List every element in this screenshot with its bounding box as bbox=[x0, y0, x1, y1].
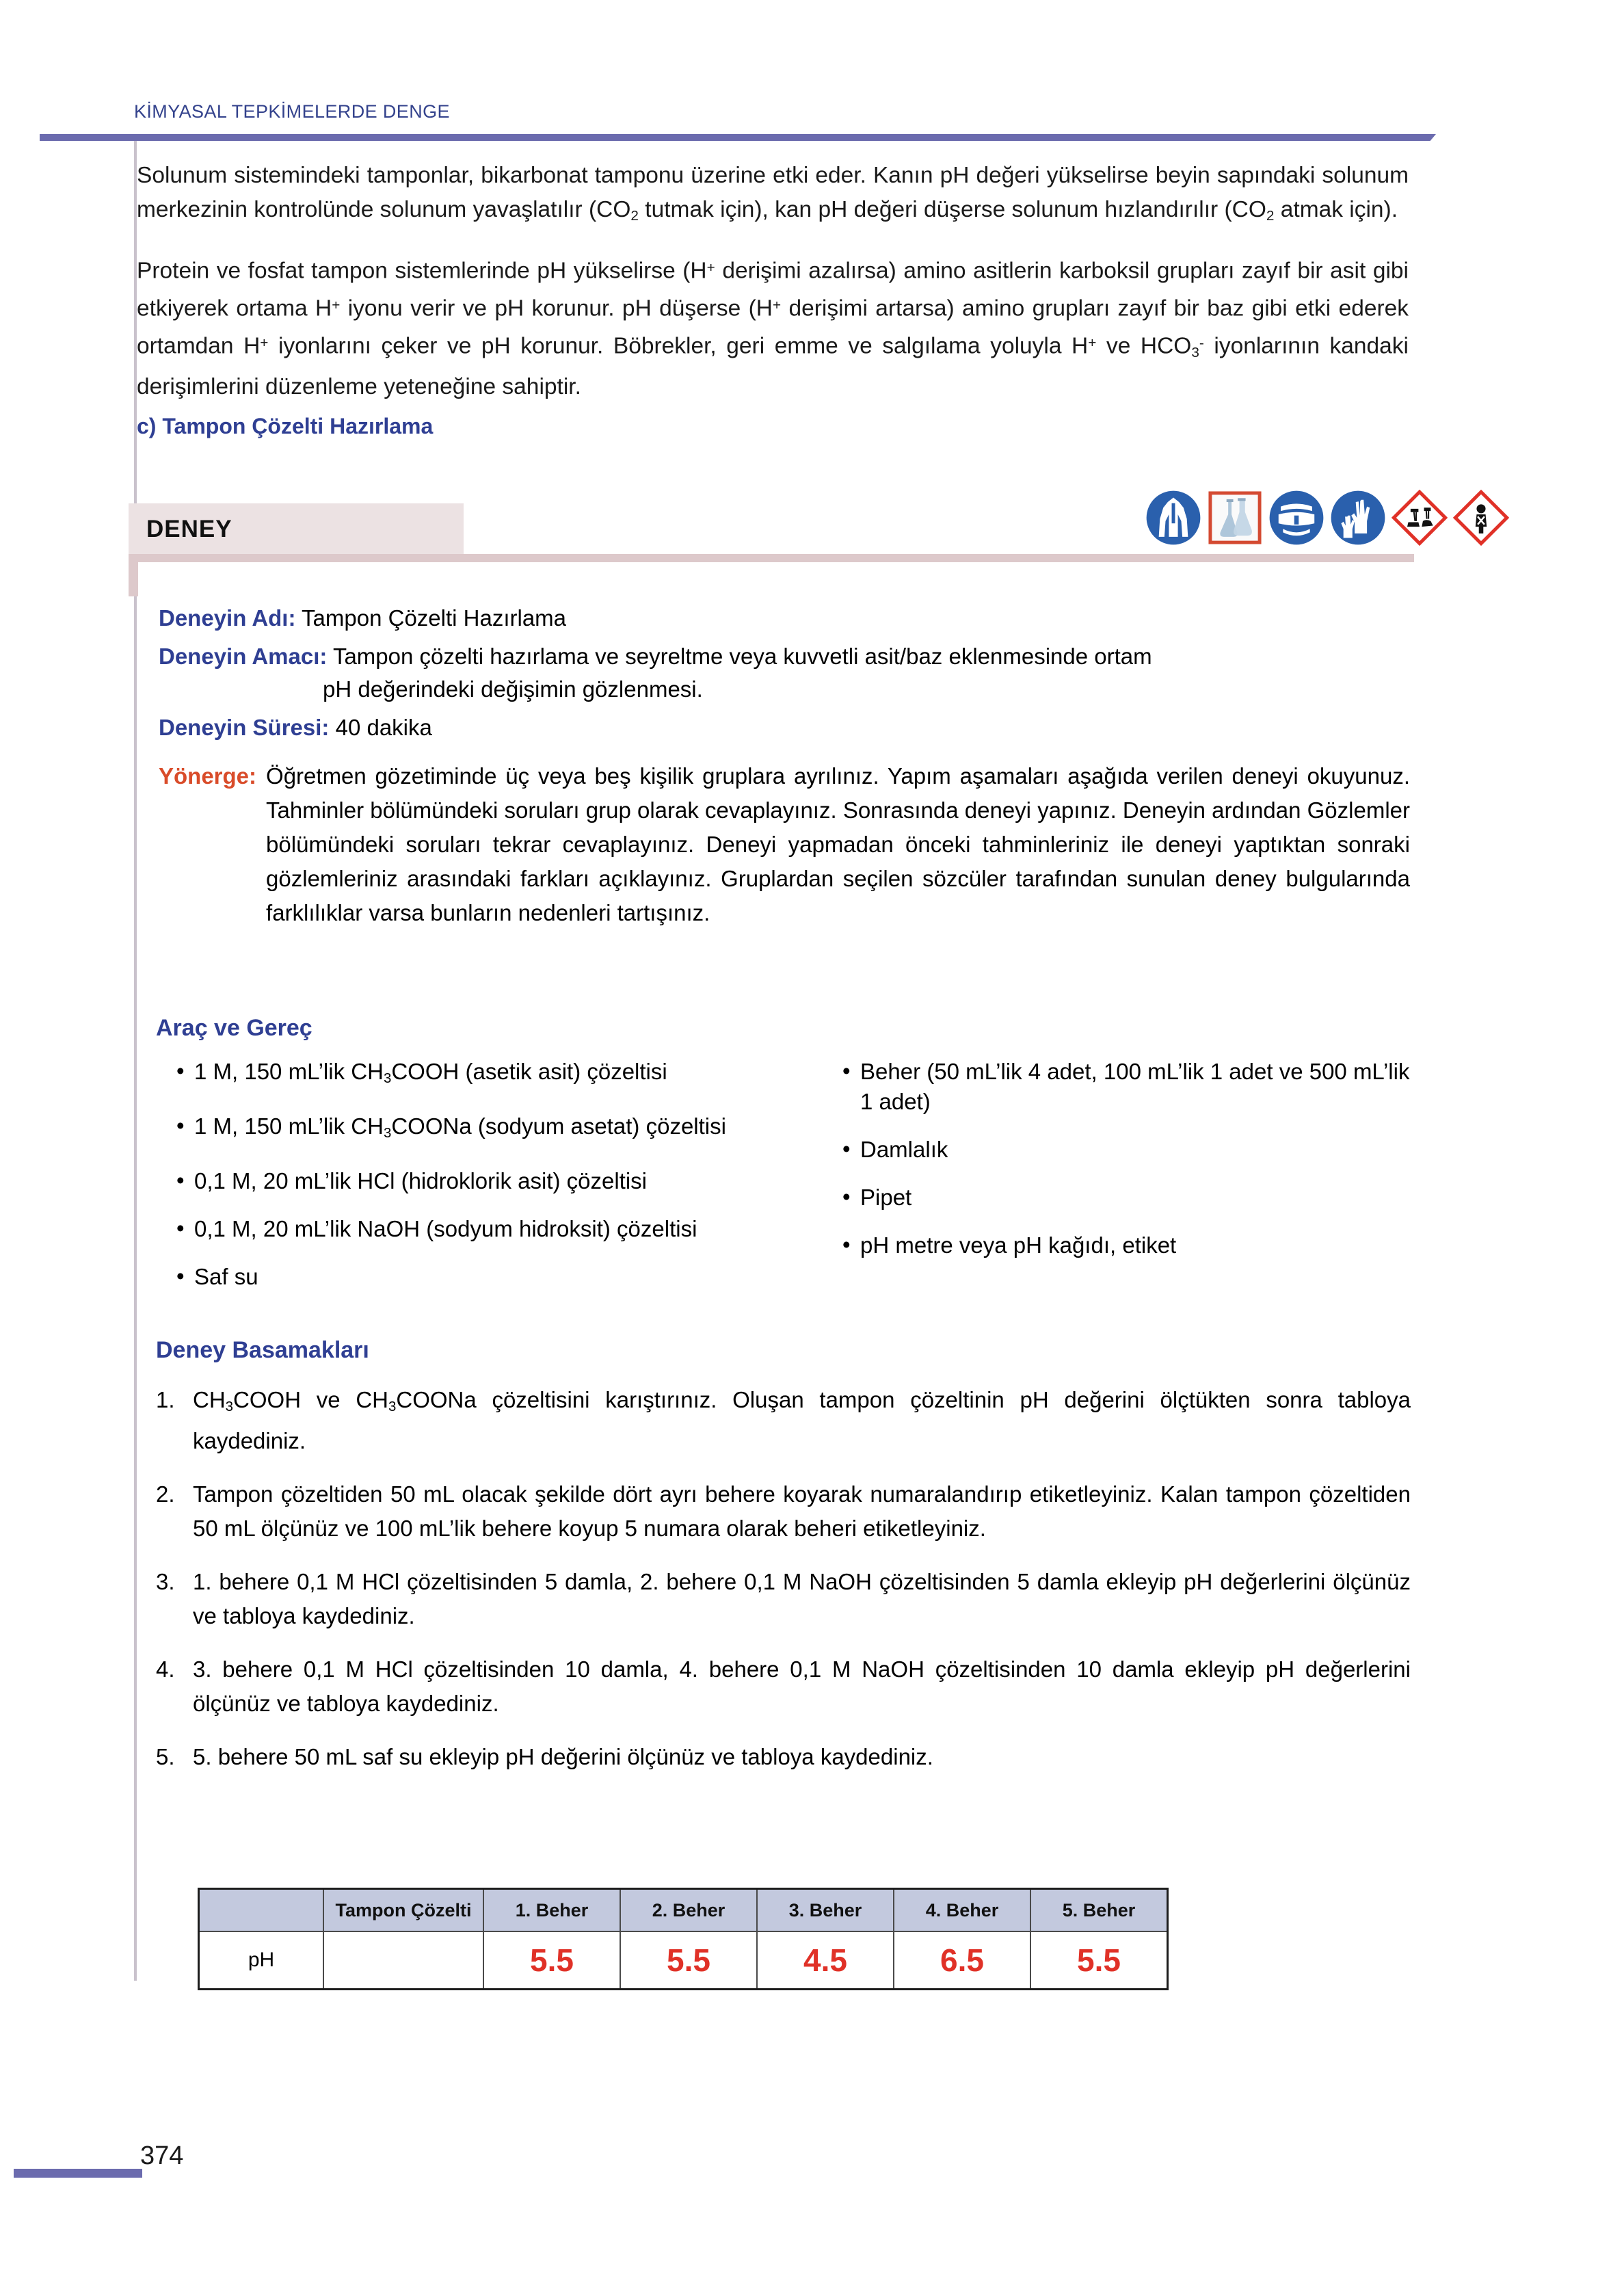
table-body bbox=[199, 1931, 1168, 1990]
experiment-name-label: Deneyin Adı: bbox=[159, 605, 296, 631]
p2-sup5: + bbox=[1088, 334, 1097, 351]
table-row-label: pH bbox=[199, 1931, 324, 1990]
materials-column-right bbox=[833, 1057, 1414, 1310]
p2-part6: ve HCO bbox=[1096, 333, 1192, 359]
header-rule-tail bbox=[1389, 134, 1436, 141]
list-item: • Pipet bbox=[833, 1183, 1414, 1213]
experiment-name-value: Tampon Çözelti Hazırlama bbox=[302, 605, 567, 631]
list-item: • Saf su bbox=[156, 1262, 833, 1292]
experiment-purpose-row bbox=[159, 640, 1410, 706]
p1-part1: Solunum sistemindeki tamponlar, bikarbonat tamponu üzerine etki eder. Kanın pH değeri yükselirse beyin sapındaki solunum merkezinin kontrolünde solunum yavaşlatılır (CO bbox=[137, 163, 1409, 222]
table-header-beaker-5: 5. Beher bbox=[1030, 1889, 1168, 1932]
list-item: • 0,1 M, 20 mL’lik NaOH (sodyum hidroksit) çözeltisi bbox=[156, 1214, 833, 1244]
experiment-purpose-value-line2: pH değerindeki değişimin gözlenmesi. bbox=[323, 676, 703, 702]
table-cell-buffer[interactable] bbox=[323, 1931, 483, 1990]
paragraph-protein-phosphate-buffers bbox=[137, 251, 1409, 404]
p2-sup3: + bbox=[773, 297, 782, 313]
p2-part1: Protein ve fosfat tampon sistemlerinde pH yükselirse (H bbox=[137, 258, 707, 284]
experiment-duration-row bbox=[159, 711, 1410, 744]
table-header-blank bbox=[199, 1889, 324, 1932]
lab-coat-icon bbox=[1145, 490, 1201, 546]
glassware-icon bbox=[1207, 490, 1263, 546]
p1-sub2: 2 bbox=[1266, 208, 1275, 224]
page-number: 374 bbox=[140, 2141, 184, 2170]
experiment-purpose-label: Deneyin Amacı: bbox=[159, 644, 328, 669]
table-cell-beaker-5[interactable]: 5.5 bbox=[1030, 1931, 1168, 1990]
list-item: • 1 M, 150 mL’lik $CH_3COONa$ (sodyum asetat) çözeltisi bbox=[156, 1111, 833, 1148]
p2-part3: iyonu verir ve pH korunur. pH düşerse (H bbox=[340, 295, 773, 321]
experiment-duration-label: Deneyin Süresi: bbox=[159, 715, 330, 740]
p2-sup6: - bbox=[1199, 334, 1204, 351]
table-cell-beaker-4[interactable]: 6.5 bbox=[894, 1931, 1030, 1990]
table-header-buffer: Tampon Çözelti bbox=[323, 1889, 483, 1932]
deney-banner bbox=[129, 503, 1414, 554]
list-item bbox=[156, 1383, 1411, 1458]
experiment-purpose-value: Tampon çözelti hazırlama ve seyreltme veya kuvvetli asit/baz eklenmesinde ortam bbox=[332, 644, 1152, 669]
list-item: • pH metre veya pH kağıdı, etiket bbox=[833, 1230, 1414, 1261]
ph-results-table bbox=[198, 1888, 1169, 1990]
table-row bbox=[199, 1931, 1168, 1990]
table-cell-beaker-1[interactable]: 5.5 bbox=[483, 1931, 620, 1990]
deney-panel-inner bbox=[129, 562, 1414, 595]
table-cell-beaker-3[interactable]: 4.5 bbox=[757, 1931, 894, 1990]
health-hazard-icon bbox=[1453, 490, 1509, 546]
list-item: • Damlalık bbox=[833, 1135, 1414, 1165]
p1-sub1: 2 bbox=[630, 208, 639, 224]
p2-sup1: + bbox=[706, 260, 715, 276]
paragraph-respiratory-buffers bbox=[137, 159, 1409, 233]
list-item: • 1 M, 150 mL’lik $CH_3COOH$ (asetik asit) çözeltisi bbox=[156, 1057, 833, 1094]
footer-rule bbox=[14, 2169, 142, 2178]
list-item bbox=[156, 1740, 1411, 1774]
header-rule bbox=[40, 134, 1421, 141]
list-item bbox=[156, 1652, 1411, 1721]
p2-part2: derişimi azalırsa) amino asitlerin karboksil grupları zayıf bir asit gibi etkiyerek ortama H bbox=[137, 258, 1409, 321]
list-item bbox=[156, 1565, 1411, 1633]
experiment-directive-value: Öğretmen gözetiminde üç veya beş kişilik gruplara ayrılınız. Yapım aşamaları aşağıda verilen deneyi okuyunuz. Tahminler bölümündeki soruları grup olarak cevaplayınız. Sonrasında deneyi yapınız. Deneyin ardından Gözlemler bölümündeki soruları tekrar cevaplayınız. Deneyi yapmadan önceki tahminleriniz ile deneyi yaptıktan sonraki gözlemleriniz arasındaki farkları açıklayınız. Gruplardan seçilen sözcüler tarafından sunulan deney bulgularında farklılıklar varsa bunların nedenleri tartışınız. bbox=[266, 763, 1410, 925]
materials-heading: Araç ve Gereç bbox=[156, 1015, 312, 1041]
step-number: 5. bbox=[156, 1744, 175, 1770]
p1-part2: tutmak için), kan pH değeri düşerse solunum hızlandırılır (CO bbox=[638, 197, 1266, 222]
step-text: $CH_3COOH$ ve $CH_3COONa$ çözeltisini karıştırınız. Oluşan tampon çözeltinin pH değerini ölçtükten sonra tabloya kaydediniz. bbox=[193, 1387, 1411, 1454]
table-header-beaker-3: 3. Beher bbox=[757, 1889, 894, 1932]
deney-label: DENEY bbox=[146, 516, 232, 542]
p2-sup4: + bbox=[260, 334, 269, 351]
p1-part3: atmak için). bbox=[1274, 197, 1398, 222]
p2-part4: derişimi artarsa) amino grupları zayıf bir baz gibi etki ederek ortamdan H bbox=[137, 295, 1409, 359]
step-number: 4. bbox=[156, 1657, 175, 1682]
table-header-beaker-2: 2. Beher bbox=[620, 1889, 757, 1932]
p2-sup2: + bbox=[332, 297, 341, 313]
step-number: 1. bbox=[156, 1387, 175, 1412]
deney-panel-left-edge bbox=[129, 554, 138, 596]
table-header-row bbox=[199, 1889, 1168, 1932]
p2-sub6: 3 bbox=[1191, 344, 1199, 360]
page-content bbox=[137, 159, 1409, 439]
list-item: • 0,1 M, 20 mL’lik HCl (hidroklorik asit) çözeltisi bbox=[156, 1166, 833, 1196]
section-heading-c: c) Tampon Çözelti Hazırlama bbox=[137, 413, 434, 438]
experiment-name-row bbox=[159, 602, 1410, 635]
step-number: 3. bbox=[156, 1569, 175, 1595]
safety-goggles-icon bbox=[1268, 490, 1325, 546]
step-text: 1. behere 0,1 M HCl çözeltisinden 5 damla, 2. behere 0,1 M NaOH çözeltisinden 5 damla ekleyip pH değerlerini ölçünüz ve tabloya kaydediniz. bbox=[193, 1569, 1411, 1629]
steps-heading: Deney Basamakları bbox=[156, 1337, 369, 1363]
step-number: 2. bbox=[156, 1481, 175, 1507]
hazard-icon-row bbox=[1145, 490, 1509, 546]
table-head bbox=[199, 1889, 1168, 1932]
deney-tab bbox=[129, 503, 464, 554]
materials-list bbox=[156, 1057, 1414, 1310]
table-cell-beaker-2[interactable]: 5.5 bbox=[620, 1931, 757, 1990]
experiment-directive-label: Yönerge: bbox=[159, 763, 257, 789]
table-header-beaker-1: 1. Beher bbox=[483, 1889, 620, 1932]
list-item bbox=[156, 1477, 1411, 1546]
step-text: 5. behere 50 mL saf su ekleyip pH değerini ölçünüz ve tabloya kaydediniz. bbox=[193, 1744, 933, 1770]
step-text: 3. behere 0,1 M HCl çözeltisinden 10 damla, 4. behere 0,1 M NaOH çözeltisinden 10 damla ekleyip pH değerlerini ölçünüz ve tabloya kaydediniz. bbox=[193, 1657, 1411, 1717]
corrosive-hazard-icon bbox=[1392, 490, 1448, 546]
p2-part7: iyonlarının kandaki derişimlerini düzenleme yeteneğine sahiptir. bbox=[137, 333, 1409, 399]
experiment-duration-value: 40 dakika bbox=[335, 715, 432, 740]
table-header-beaker-4: 4. Beher bbox=[894, 1889, 1030, 1932]
running-head: KİMYASAL TEPKİMELERDE DENGE bbox=[134, 101, 450, 122]
experiment-directive-row bbox=[159, 759, 1410, 930]
steps-list bbox=[156, 1383, 1411, 1793]
list-item: • Beher (50 mL’lik 4 adet, 100 mL’lik 1 adet ve 500 mL’lik 1 adet) bbox=[833, 1057, 1414, 1117]
protective-gloves-icon bbox=[1330, 490, 1386, 546]
step-text: Tampon çözeltiden 50 mL olacak şekilde dört ayrı behere koyarak numaralandırıp etiketleyiniz. Kalan tampon çözeltiden 50 mL ölçünüz ve 100 mL’lik behere koyup 5 numara olarak beheri etiketleyiniz. bbox=[193, 1481, 1411, 1542]
materials-column-left bbox=[156, 1057, 833, 1310]
experiment-info bbox=[159, 602, 1410, 930]
p2-part5: iyonlarını çeker ve pH korunur. Böbrekler, geri emme ve salgılama yoluyla H bbox=[268, 333, 1089, 359]
